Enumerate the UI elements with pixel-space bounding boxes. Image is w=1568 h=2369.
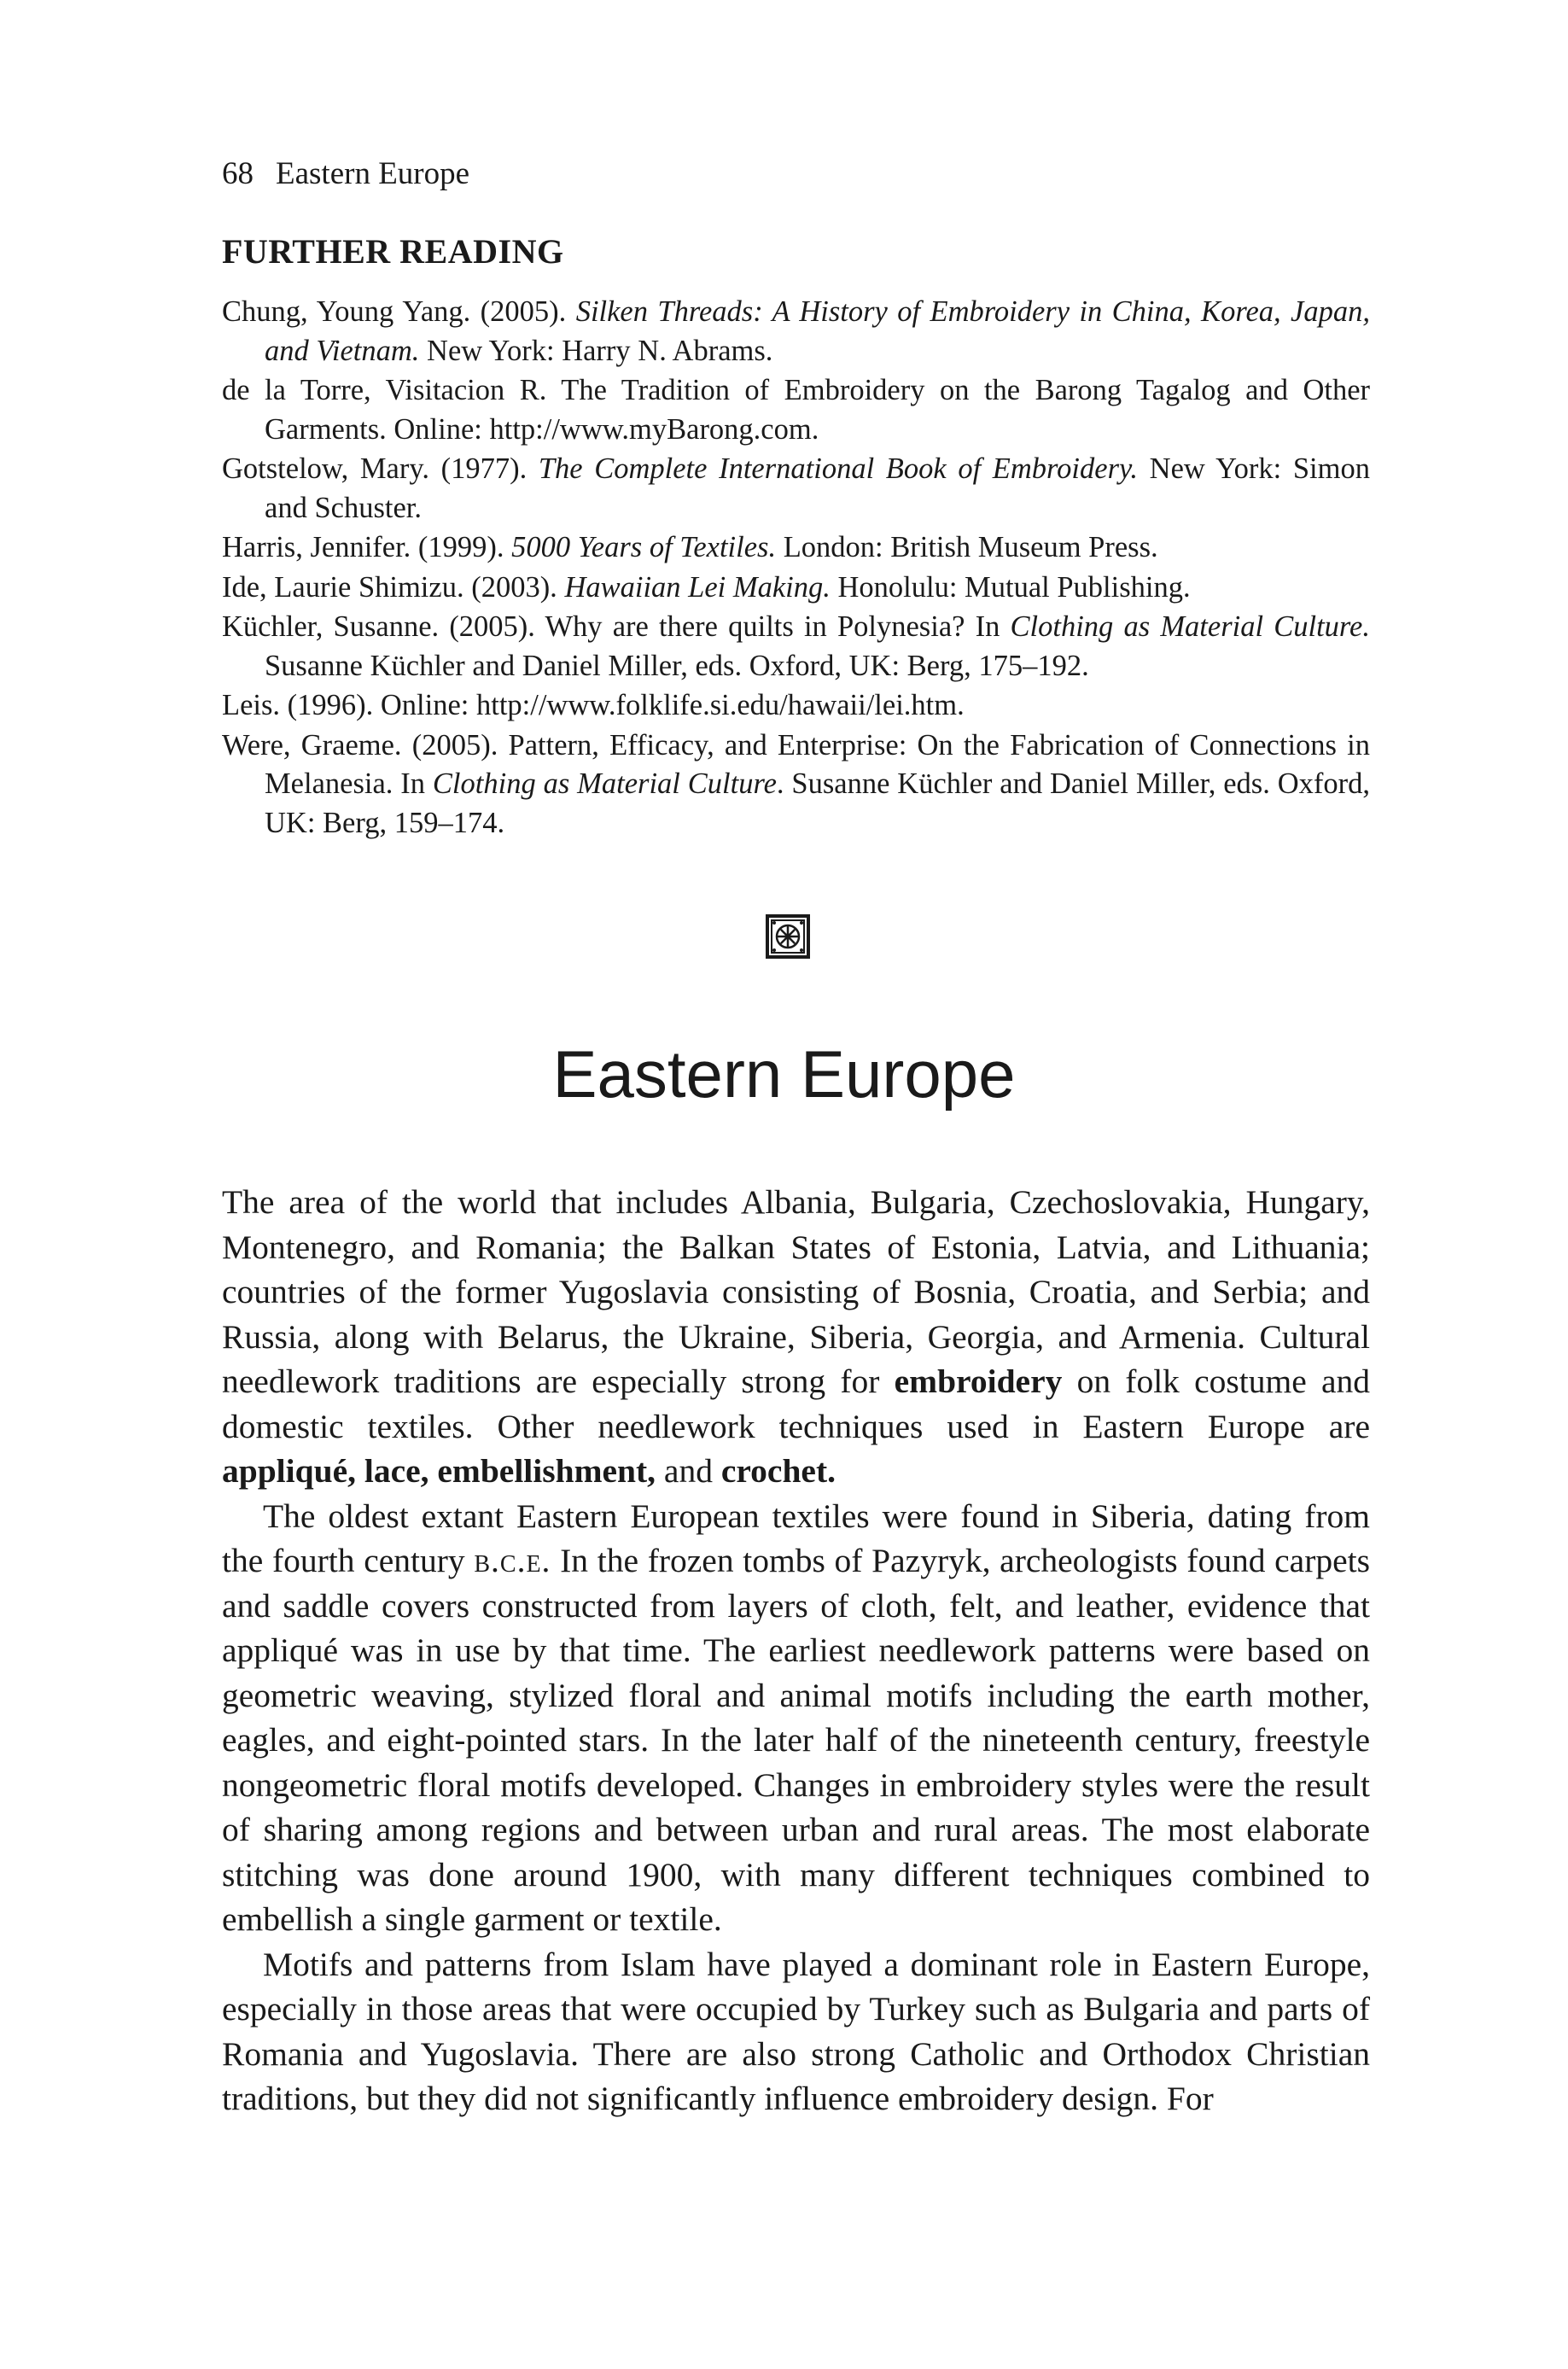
reference-entry — [222, 371, 1370, 449]
reference-title: Hawaiian Lei Making. — [564, 570, 831, 604]
reference-title: 5000 Years of Textiles. — [511, 531, 777, 563]
running-head-section: Eastern Europe — [276, 156, 470, 191]
reference-entry — [222, 686, 1370, 726]
reference-text: New York: Harry N. Abrams. — [419, 334, 773, 367]
reference-entry — [222, 726, 1370, 843]
reference-entry — [222, 293, 1370, 371]
paragraph: Motifs and patterns from Islam have played a dominant role in Eastern Europe, especially in those areas that were occupied by Turkey such as Bulgaria and parts of Romania and Yugoslavia. There are also strong Catholic and Orthodox Christian traditions, but they did not significantly influence embroidery design. For — [222, 1945, 1370, 2117]
paragraph-text: In the frozen tombs of Pazyryk, archeologists found carpets and saddle covers constructed from layers of cloth, felt, and leather, evidence that appliqué was in use by that time. The earliest needlework patterns were based on geometric weaving, stylized floral and animal motifs including the earth mother, eagles, and eight-pointed stars. In the later half of the nineteenth century, freestyle nongeometric floral motifs developed. Changes in embroidery styles were the result of sharing among regions and between urban and rural areas. The most elaborate stitching was done around 1900, with many different techniques combined to embellish a single garment or textile. — [222, 1542, 1370, 1938]
chapter-title: Eastern Europe — [552, 1036, 1016, 1112]
reference-title: The Complete International Book of Embroidery. — [538, 452, 1139, 485]
reference-entry — [222, 528, 1370, 568]
era-abbreviation: b.c.e. — [474, 1542, 551, 1579]
reference-text: de la Torre, Visitacion R. The Tradition of Embroidery on the Barong Tagalog and Other Garments. Online: http://www.myBarong.com. — [222, 374, 1370, 446]
paragraph-text: The area of the world that includes Albania, Bulgaria, Czechoslovakia, Hungary, Montenegro, and Romania; the Balkan States of Estonia, Latvia, and Lithuania; countries of the former Yugoslavia consisting of Bosnia, Croatia, and Serbia; and Russia, along with Belarus, the Ukraine, Siberia, Georgia, and Armenia. Cultural needlework traditions are especially strong for — [222, 1183, 1370, 1400]
chapter-body — [222, 1180, 1370, 2121]
reference-entry — [222, 569, 1370, 608]
paragraph — [222, 1180, 1370, 1494]
bold-term: embroidery — [894, 1362, 1063, 1400]
reference-title: Clothing as Material Culture — [432, 767, 777, 800]
reference-entry — [222, 450, 1370, 528]
reference-text: Harris, Jennifer. (1999). — [222, 531, 512, 563]
page-number: 68 — [222, 156, 254, 191]
running-head — [222, 154, 469, 195]
reference-text: Chung, Young Yang. (2005). — [222, 295, 576, 328]
bold-term: crochet. — [720, 1452, 836, 1490]
reference-title: Silken Threads: A History of Embroidery in China, Korea, Japan, and Vietnam. — [265, 295, 1370, 367]
reference-text: Honolulu: Mutual Publishing. — [830, 570, 1191, 604]
paragraph — [222, 1494, 1370, 1942]
ornament-icon — [765, 913, 811, 960]
reference-text: Susanne Küchler and Daniel Miller, eds. Oxford, UK: Berg, 175–192. — [265, 649, 1089, 682]
paragraph-text: on folk costume and domestic textiles. Other needlework techniques used in Eastern Europe are — [222, 1362, 1370, 1445]
reference-entry — [222, 608, 1370, 686]
reference-text: Were, Graeme. (2005). Pattern, Efficacy, and Enterprise: On the Fabrication of Connections in Melanesia. In — [222, 728, 1370, 800]
further-reading-heading: FURTHER READING — [222, 232, 564, 271]
paragraph-text: and — [656, 1452, 721, 1490]
reference-text: Ide, Laurie Shimizu. (2003). — [222, 570, 565, 604]
reference-text: Leis. (1996). Online: http://www.folklife.si.edu/hawaii/lei.htm. — [222, 689, 965, 721]
reference-text: New York: Simon and Schuster. — [265, 452, 1370, 524]
reference-title: Clothing as Material Culture. — [1010, 610, 1370, 643]
bold-term: appliqué, lace, embellishment, — [222, 1452, 656, 1490]
reference-text: . Susanne Küchler and Daniel Miller, eds. Oxford, UK: Berg, 159–174. — [265, 767, 1370, 839]
reference-text: Küchler, Susanne. (2005). Why are there quilts in Polynesia? In — [222, 610, 1011, 643]
reference-list — [222, 293, 1370, 843]
reference-text: London: British Museum Press. — [776, 531, 1158, 563]
paragraph-text: The oldest extant Eastern European textiles were found in Siberia, dating from the fourth century — [222, 1497, 1370, 1579]
reference-text: Gotstelow, Mary. (1977). — [222, 452, 539, 485]
